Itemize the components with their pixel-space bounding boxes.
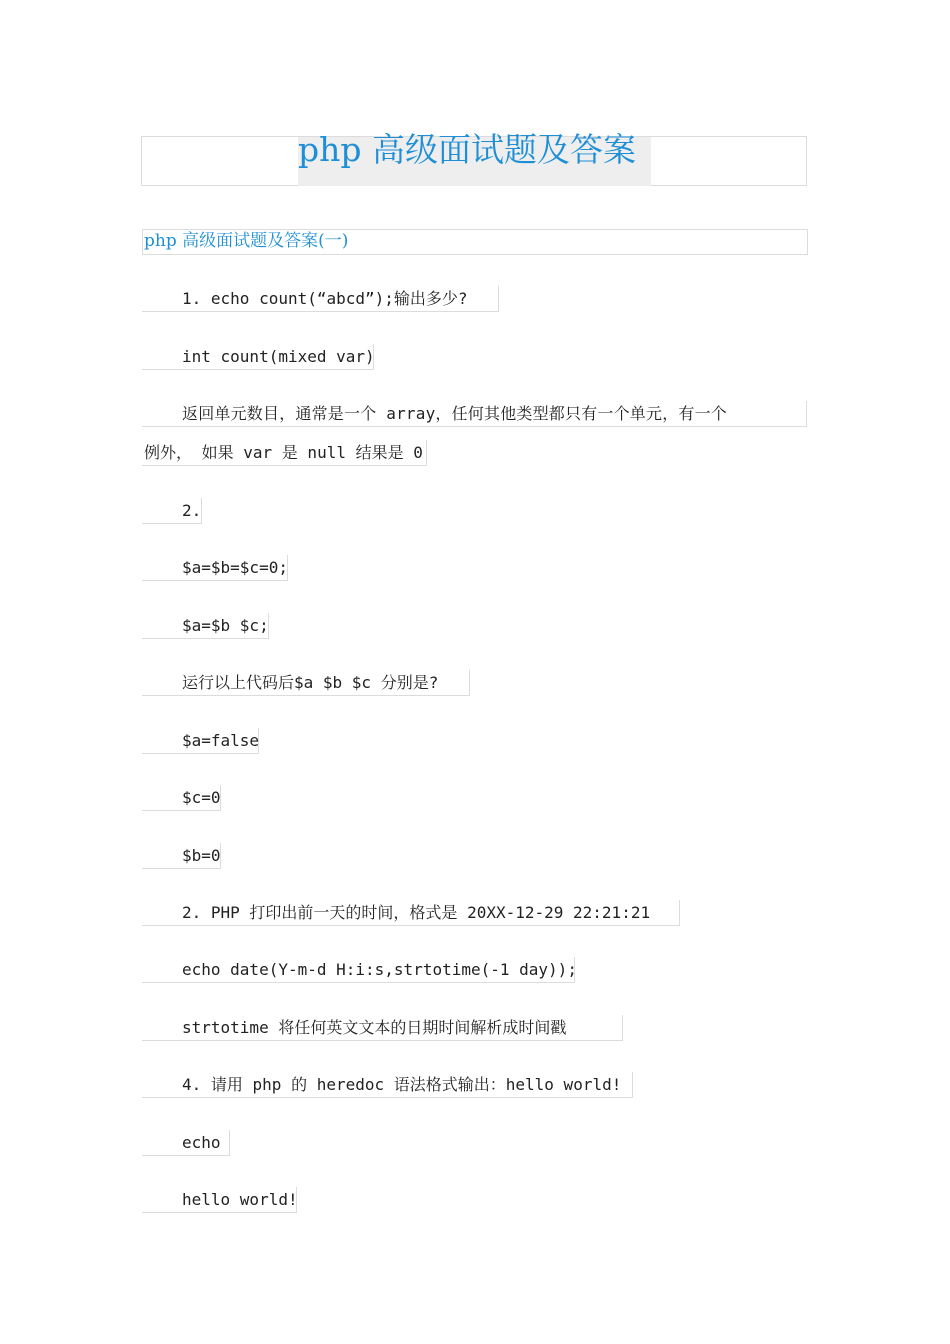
text-line-q2 <box>142 498 202 524</box>
text-line-q1 <box>142 286 499 312</box>
question-4: 4. 请用 php 的 heredoc 语法格式输出：hello world! <box>182 1075 622 1094</box>
text-line-q2-text <box>142 670 470 696</box>
function-signature: int count(mixed var) <box>182 347 375 366</box>
text-line-answer-b <box>142 843 221 869</box>
description-line-2: 例外， 如果 var 是 null 结果是 0 <box>144 443 423 462</box>
text-line-code-2 <box>142 613 269 639</box>
question-1: 1. echo count(“abcd”);输出多少? <box>182 289 468 308</box>
answer-c: $c=0 <box>182 788 221 807</box>
description-line-1: 返回单元数目，通常是一个 array，任何其他类型都只有一个单元，有一个 <box>182 404 727 423</box>
code-line-3: echo date(Y-m-d H:i:s,strtotime(-1 day)); <box>182 960 577 979</box>
text-line-q4 <box>142 1072 633 1098</box>
text-line-answer-a <box>142 728 259 754</box>
text-line-description-1 <box>142 401 807 427</box>
answer-b: $b=0 <box>182 846 221 865</box>
text-line-description-3 <box>142 1015 623 1041</box>
question-3: 2. PHP 打印出前一天的时间，格式是 20XX-12-29 22:21:21 <box>182 903 651 922</box>
text-line-answer-c <box>142 785 221 811</box>
text-line-code-5 <box>142 1187 297 1213</box>
section-heading: php 高级面试题及答案(一) <box>144 231 349 251</box>
text-line-code-3 <box>142 957 575 983</box>
code-line-5: hello world! <box>182 1190 298 1209</box>
question-2-number: 2. <box>182 501 202 520</box>
description-3: strtotime 将任何英文文本的日期时间解析成时间戳 <box>182 1018 567 1037</box>
text-line-code-4 <box>142 1130 230 1156</box>
text-line-q3 <box>142 900 680 926</box>
text-line-description-2 <box>142 440 427 466</box>
question-2-text: 运行以上代码后$a $b $c 分别是? <box>182 673 439 692</box>
code-line-4: echo <box>182 1133 221 1152</box>
text-line-signature <box>142 344 374 370</box>
code-line-2: $a=$b $c; <box>182 616 269 635</box>
code-line-1: $a=$b=$c=0; <box>182 558 288 577</box>
text-line-code-1 <box>142 555 288 581</box>
document-title: php 高级面试题及答案 <box>298 130 636 169</box>
answer-a: $a=false <box>182 731 260 750</box>
